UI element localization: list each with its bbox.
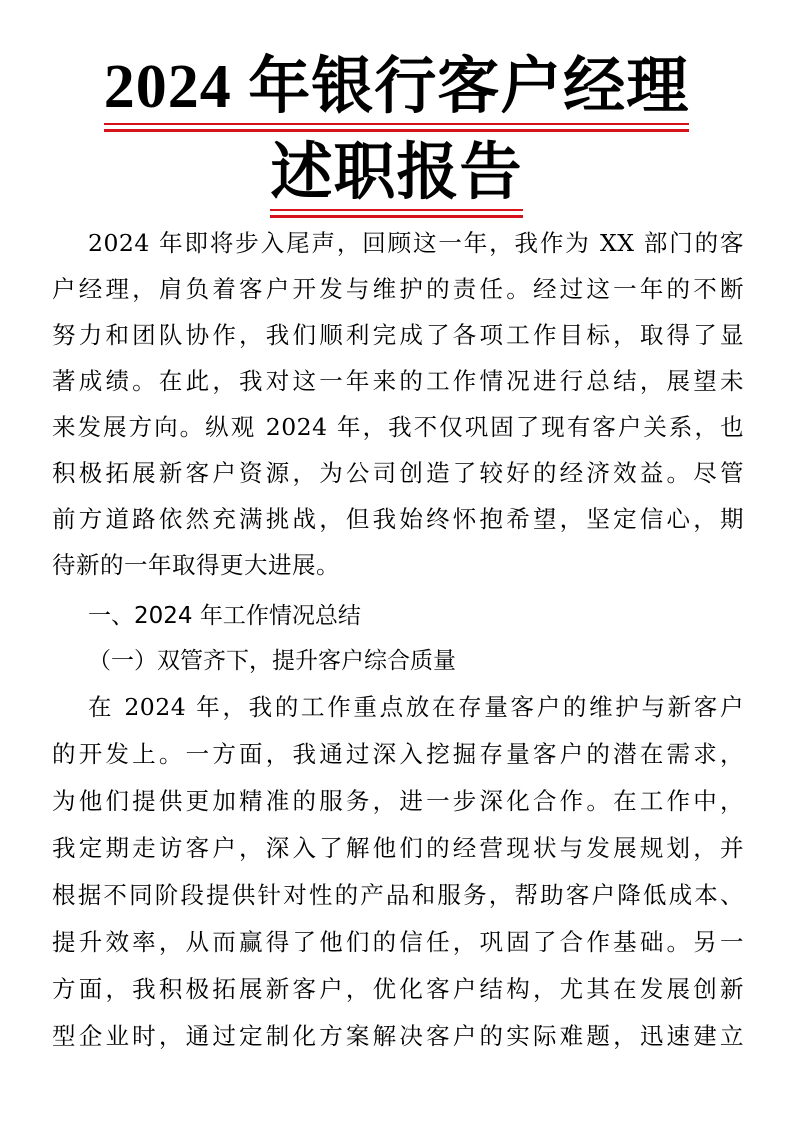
section-heading: 一、2024 年工作情况总结 — [88, 603, 361, 629]
document-title-line-1 — [0, 52, 793, 132]
section-paragraph-line: 在 2024 年，我的工作重点放在存量客户的维护与新客户 — [88, 693, 744, 721]
intro-paragraph-line: 著成绩。在此，我对这一年来的工作情况进行总结，展望未 — [52, 367, 744, 395]
intro-paragraph-line: 努力和团队协作，我们顺利完成了各项工作目标，取得了显 — [52, 321, 744, 349]
intro-paragraph-line: 前方道路依然充满挑战，但我始终怀抱希望，坚定信心，期 — [52, 505, 744, 533]
intro-paragraph-line: 户经理，肩负着客户开发与维护的责任。经过这一年的不断 — [52, 275, 744, 303]
section-paragraph-line: 的开发上。一方面，我通过深入挖掘存量客户的潜在需求， — [52, 740, 744, 768]
subsection-heading: （一）双管齐下，提升客户综合质量 — [88, 648, 456, 674]
intro-paragraph-line: 待新的一年取得更大进展。 — [52, 551, 340, 579]
section-paragraph-line: 方面，我积极拓展新客户，优化客户结构，尤其在发展创新 — [52, 975, 744, 1003]
section-paragraph-line: 我定期走访客户，深入了解他们的经营现状与发展规划，并 — [52, 834, 744, 862]
section-paragraph-line: 型企业时，通过定制化方案解决客户的实际难题，迅速建立 — [52, 1022, 744, 1050]
title-text-1: 2024 年银行客户经理 — [104, 52, 690, 132]
document-title-line-2 — [0, 138, 793, 218]
section-paragraph-line: 为他们提供更加精准的服务，进一步深化合作。在工作中， — [52, 787, 744, 815]
section-paragraph-line: 提升效率，从而赢得了他们的信任，巩固了合作基础。另一 — [52, 928, 744, 956]
intro-paragraph-line: 来发展方向。纵观 2024 年，我不仅巩固了现有客户关系，也 — [52, 413, 744, 441]
intro-paragraph-line: 积极拓展新客户资源，为公司创造了较好的经济效益。尽管 — [52, 459, 744, 487]
title-text-2: 述职报告 — [270, 138, 522, 218]
intro-paragraph-line: 2024 年即将步入尾声，回顾这一年，我作为 XX 部门的客 — [88, 229, 744, 257]
section-paragraph-line: 根据不同阶段提供针对性的产品和服务，帮助客户降低成本、 — [52, 881, 744, 909]
